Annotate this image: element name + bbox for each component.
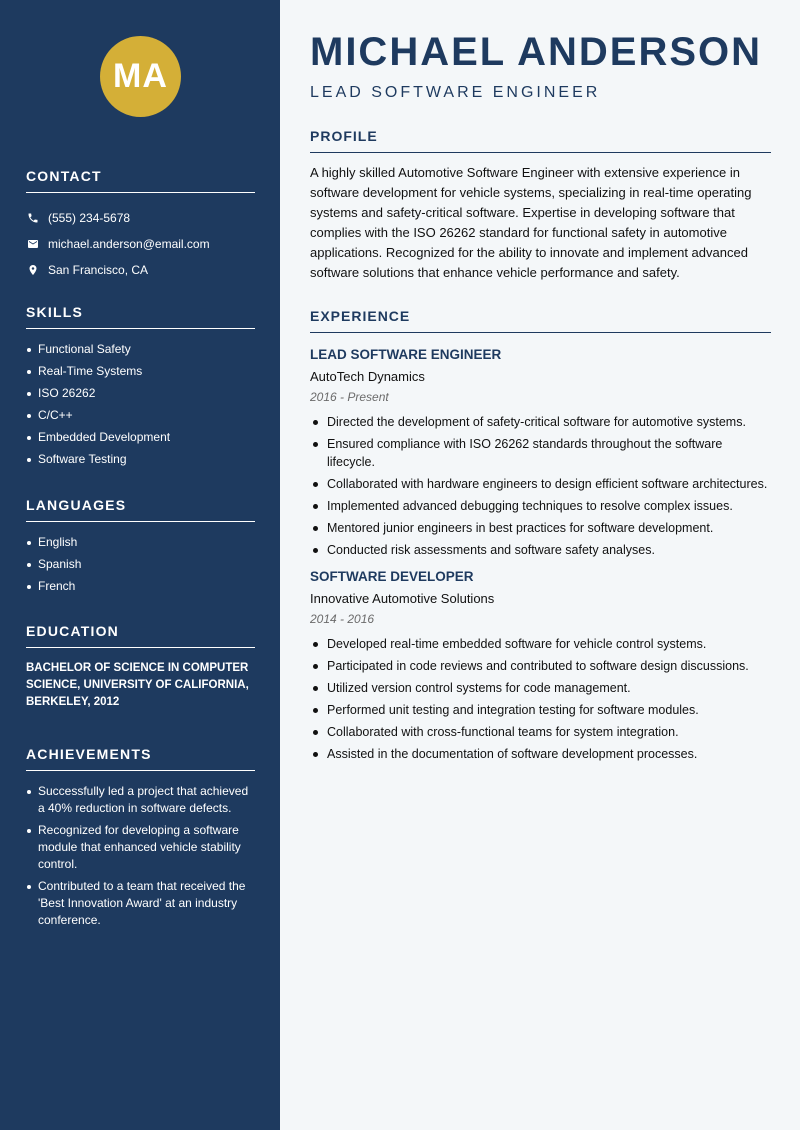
- education-section: [26, 623, 255, 711]
- list-item: Contributed to a team that received the 'Best Innovation Award' at an industry conference.: [26, 878, 255, 929]
- avatar: MA: [100, 36, 181, 117]
- profile-heading: PROFILE: [310, 128, 771, 153]
- job-company: AutoTech Dynamics: [310, 369, 425, 384]
- email-text: michael.anderson@email.com: [48, 237, 210, 251]
- list-item: Collaborated with hardware engineers to design efficient software architectures.: [310, 475, 771, 493]
- profile-text: A highly skilled Automotive Software Engineer with extensive experience in software development for vehicle systems, specializing in real-time operating systems and safety-critical software. Expertise in developing software that complies with the ISO 26262 standard for functional safety in automotive applications. Recognized for the ability to innovate and implement advanced software solutions that enhance vehicle performance and safety.: [310, 165, 752, 280]
- list-item: Functional Safety: [26, 341, 255, 358]
- list-item: Mentored junior engineers in best practices for software development.: [310, 519, 771, 537]
- education-heading: EDUCATION: [26, 623, 255, 648]
- candidate-role: LEAD SOFTWARE ENGINEER: [310, 84, 601, 101]
- mail-icon: [26, 237, 40, 251]
- list-item: ISO 26262: [26, 385, 255, 402]
- list-item: Software Testing: [26, 451, 255, 468]
- skills-heading: SKILLS: [26, 304, 255, 329]
- list-item: Successfully led a project that achieved a 40% reduction in software defects.: [26, 783, 255, 817]
- job-bullets: [310, 413, 771, 559]
- job-bullets: [310, 635, 771, 763]
- job-title: SOFTWARE DEVELOPER: [310, 569, 474, 584]
- languages-list: [26, 534, 255, 595]
- list-item: Recognized for developing a software module that enhanced vehicle stability control.: [26, 822, 255, 873]
- list-item: English: [26, 534, 255, 551]
- job-entry: [310, 347, 771, 559]
- list-item: Collaborated with cross-functional teams for system integration.: [310, 723, 771, 741]
- job-entry: [310, 569, 771, 763]
- list-item: French: [26, 578, 255, 595]
- languages-section: [26, 497, 255, 600]
- list-item: Implemented advanced debugging techniques to resolve complex issues.: [310, 497, 771, 515]
- list-item: Directed the development of safety-critical software for automotive systems.: [310, 413, 771, 431]
- phone-icon: [26, 211, 40, 225]
- skills-list: [26, 341, 255, 468]
- contact-heading: CONTACT: [26, 168, 255, 193]
- location-text: San Francisco, CA: [48, 263, 149, 277]
- languages-heading: LANGUAGES: [26, 497, 255, 522]
- candidate-name: MICHAEL ANDERSON: [310, 30, 763, 74]
- location-pin-icon: [26, 263, 40, 277]
- list-item: Conducted risk assessments and software safety analyses.: [310, 541, 771, 559]
- list-item: Developed real-time embedded software for vehicle control systems.: [310, 635, 771, 653]
- contact-email: [26, 231, 255, 257]
- achievements-section: [26, 746, 255, 934]
- achievements-heading: ACHIEVEMENTS: [26, 746, 255, 771]
- list-item: Embedded Development: [26, 429, 255, 446]
- experience-heading: EXPERIENCE: [310, 308, 771, 333]
- contact-section: [26, 168, 255, 283]
- job-dates: 2016 - Present: [310, 390, 389, 404]
- experience-section: [310, 308, 771, 767]
- list-item: C/C++: [26, 407, 255, 424]
- contact-phone: [26, 205, 255, 231]
- list-item: Spanish: [26, 556, 255, 573]
- list-item: Utilized version control systems for code management.: [310, 679, 771, 697]
- contact-location: [26, 257, 255, 283]
- sidebar: [0, 0, 280, 1130]
- achievements-list: [26, 783, 255, 929]
- list-item: Performed unit testing and integration testing for software modules.: [310, 701, 771, 719]
- job-title: LEAD SOFTWARE ENGINEER: [310, 347, 502, 362]
- profile-section: [310, 128, 771, 283]
- list-item: Real-Time Systems: [26, 363, 255, 380]
- phone-text: (555) 234-5678: [48, 211, 131, 225]
- skills-section: [26, 304, 255, 473]
- list-item: Participated in code reviews and contributed to software design discussions.: [310, 657, 771, 675]
- job-company: Innovative Automotive Solutions: [310, 591, 495, 606]
- job-dates: 2014 - 2016: [310, 612, 375, 626]
- education-text: BACHELOR OF SCIENCE IN COMPUTER SCIENCE, UNIVERSITY OF CALIFORNIA, BERKELEY, 2012: [26, 662, 249, 708]
- list-item: Assisted in the documentation of software development processes.: [310, 745, 771, 763]
- list-item: Ensured compliance with ISO 26262 standards throughout the software lifecycle.: [310, 435, 771, 471]
